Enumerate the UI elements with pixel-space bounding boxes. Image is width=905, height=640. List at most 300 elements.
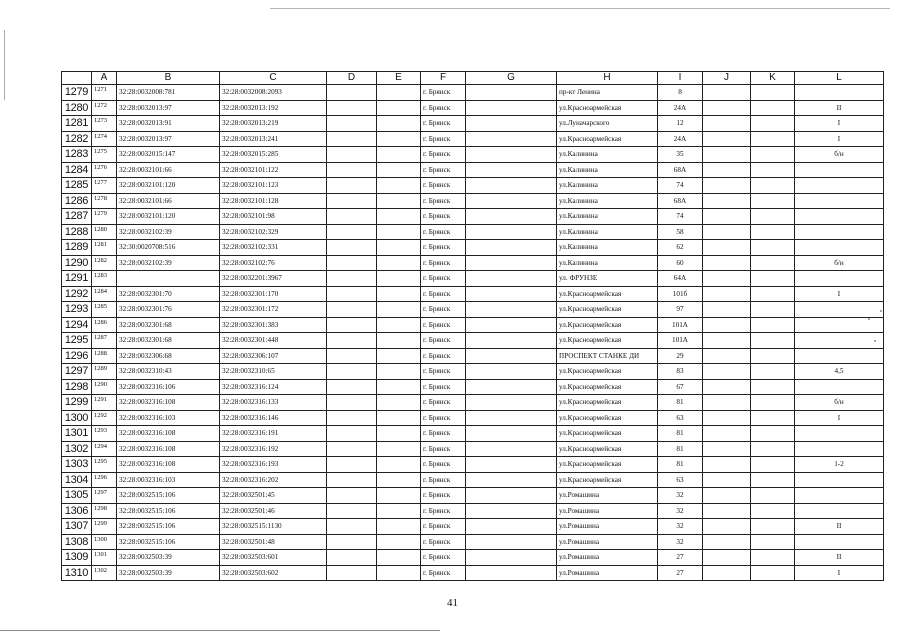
row-number: 1305	[62, 488, 92, 504]
cell-d	[327, 426, 377, 442]
cell-b: 32:28:0032316:103	[117, 410, 220, 426]
cell-f: г. Брянск	[421, 503, 466, 519]
cell-g	[466, 286, 557, 302]
row-number: 1301	[62, 426, 92, 442]
cell-e	[377, 379, 421, 395]
cell-f: г. Брянск	[421, 317, 466, 333]
cell-k	[751, 519, 795, 535]
cell-f: г. Брянск	[421, 441, 466, 457]
table-row	[62, 441, 884, 457]
cell-e	[377, 519, 421, 535]
cell-a: 1282	[92, 255, 117, 271]
cell-f: г. Брянск	[421, 116, 466, 132]
cell-d	[327, 116, 377, 132]
cell-a: 1289	[92, 364, 117, 380]
row-number: 1283	[62, 147, 92, 163]
table-row	[62, 565, 884, 581]
cell-h: ул.Калинина	[557, 193, 658, 209]
cell-d	[327, 147, 377, 163]
cell-i: 32	[658, 488, 703, 504]
row-number: 1304	[62, 472, 92, 488]
table-row	[62, 472, 884, 488]
cell-j	[703, 131, 751, 147]
cell-i: 58	[658, 224, 703, 240]
cell-j	[703, 426, 751, 442]
table-row	[62, 534, 884, 550]
table-row	[62, 457, 884, 473]
cell-j	[703, 240, 751, 256]
cell-k	[751, 441, 795, 457]
cell-a: 1271	[92, 85, 117, 101]
cell-c: 32:28:0032316:202	[220, 472, 327, 488]
cell-l: I	[795, 131, 884, 147]
row-number: 1303	[62, 457, 92, 473]
cell-l	[795, 534, 884, 550]
row-number: 1281	[62, 116, 92, 132]
cell-k	[751, 379, 795, 395]
cell-g	[466, 147, 557, 163]
row-number: 1292	[62, 286, 92, 302]
cell-f: г. Брянск	[421, 85, 466, 101]
cell-i: 64А	[658, 271, 703, 287]
cell-a: 1297	[92, 488, 117, 504]
cell-c: 32:28:0032501:48	[220, 534, 327, 550]
cell-b: 32:28:0032316:108	[117, 426, 220, 442]
cell-e	[377, 317, 421, 333]
row-number: 1293	[62, 302, 92, 318]
row-number: 1310	[62, 565, 92, 581]
cell-b	[117, 271, 220, 287]
cell-k	[751, 348, 795, 364]
cell-a: 1302	[92, 565, 117, 581]
cell-j	[703, 209, 751, 225]
cell-k	[751, 178, 795, 194]
table-body	[62, 85, 884, 581]
cell-g	[466, 131, 557, 147]
cell-c: 32:28:0032015:285	[220, 147, 327, 163]
cell-i: 35	[658, 147, 703, 163]
cell-e	[377, 255, 421, 271]
cell-l	[795, 379, 884, 395]
cell-g	[466, 193, 557, 209]
cell-e	[377, 503, 421, 519]
cell-k	[751, 162, 795, 178]
cell-e	[377, 550, 421, 566]
cell-b: 32:28:0032301:68	[117, 317, 220, 333]
row-number: 1295	[62, 333, 92, 349]
column-header: I	[658, 72, 703, 85]
cell-g	[466, 178, 557, 194]
table-row	[62, 131, 884, 147]
cell-b: 32:28:0032013:97	[117, 131, 220, 147]
cell-h: ул.Ромашина	[557, 550, 658, 566]
table-row	[62, 317, 884, 333]
cell-e	[377, 240, 421, 256]
table-row	[62, 348, 884, 364]
cell-e	[377, 193, 421, 209]
cell-i: 81	[658, 441, 703, 457]
cell-j	[703, 472, 751, 488]
cell-d	[327, 131, 377, 147]
cell-l	[795, 503, 884, 519]
cell-h: ул.Луначарского	[557, 116, 658, 132]
cell-i: 27	[658, 550, 703, 566]
table-row	[62, 333, 884, 349]
cell-i: 101б	[658, 286, 703, 302]
cell-g	[466, 348, 557, 364]
cell-b: 32:30:0020708:516	[117, 240, 220, 256]
cell-i: 62	[658, 240, 703, 256]
cell-e	[377, 488, 421, 504]
cell-c: 32:28:0032501:46	[220, 503, 327, 519]
cell-i: 32	[658, 519, 703, 535]
cell-h: ул.Калинина	[557, 255, 658, 271]
cell-e	[377, 410, 421, 426]
cell-d	[327, 85, 377, 101]
cell-j	[703, 395, 751, 411]
row-number: 1291	[62, 271, 92, 287]
cell-i: 101А	[658, 333, 703, 349]
cell-c: 32:28:0032503:602	[220, 565, 327, 581]
cell-a: 1279	[92, 209, 117, 225]
cell-l	[795, 240, 884, 256]
cell-h: ул.Красноармейская	[557, 410, 658, 426]
cell-e	[377, 271, 421, 287]
cell-d	[327, 457, 377, 473]
cell-e	[377, 441, 421, 457]
cell-c: 32:28:0032306:107	[220, 348, 327, 364]
cell-j	[703, 410, 751, 426]
cell-l	[795, 85, 884, 101]
table-row	[62, 488, 884, 504]
column-header: J	[703, 72, 751, 85]
cell-a: 1278	[92, 193, 117, 209]
row-number: 1296	[62, 348, 92, 364]
cell-k	[751, 286, 795, 302]
cell-b: 32:28:0032301:68	[117, 333, 220, 349]
cell-k	[751, 131, 795, 147]
cell-e	[377, 209, 421, 225]
cell-a: 1280	[92, 224, 117, 240]
cell-b: 32:28:0032316:108	[117, 395, 220, 411]
row-number: 1294	[62, 317, 92, 333]
cell-f: г. Брянск	[421, 240, 466, 256]
cell-a: 1299	[92, 519, 117, 535]
column-header: B	[117, 72, 220, 85]
table-row	[62, 193, 884, 209]
cell-b: 32:28:0032301:70	[117, 286, 220, 302]
cell-j	[703, 519, 751, 535]
cell-a: 1273	[92, 116, 117, 132]
cell-h: ул.Калинина	[557, 240, 658, 256]
cell-f: г. Брянск	[421, 565, 466, 581]
cell-c: 32:28:0032316:192	[220, 441, 327, 457]
row-number: 1280	[62, 100, 92, 116]
cell-k	[751, 333, 795, 349]
cell-l	[795, 302, 884, 318]
cell-h: ул.Ромашина	[557, 519, 658, 535]
row-number: 1300	[62, 410, 92, 426]
table-row	[62, 100, 884, 116]
cell-j	[703, 364, 751, 380]
cell-i: 32	[658, 534, 703, 550]
cell-a: 1295	[92, 457, 117, 473]
cell-a: 1272	[92, 100, 117, 116]
cell-k	[751, 550, 795, 566]
cell-a: 1290	[92, 379, 117, 395]
cell-d	[327, 162, 377, 178]
cell-h: ул.Красноармейская	[557, 395, 658, 411]
cell-g	[466, 85, 557, 101]
cell-a: 1284	[92, 286, 117, 302]
cell-l: б/н	[795, 147, 884, 163]
column-header: L	[795, 72, 884, 85]
cell-h: ул.Красноармейская	[557, 457, 658, 473]
cell-j	[703, 550, 751, 566]
cell-d	[327, 271, 377, 287]
cell-k	[751, 302, 795, 318]
cell-c: 32:28:0032102:76	[220, 255, 327, 271]
cell-a: 1291	[92, 395, 117, 411]
table-row	[62, 162, 884, 178]
cell-g	[466, 426, 557, 442]
cell-f: г. Брянск	[421, 162, 466, 178]
cell-c: 32:28:0032101:98	[220, 209, 327, 225]
cell-f: г. Брянск	[421, 364, 466, 380]
cell-c: 32:28:0032316:133	[220, 395, 327, 411]
cell-g	[466, 209, 557, 225]
cell-a: 1293	[92, 426, 117, 442]
cell-b: 32:28:0032013:91	[117, 116, 220, 132]
cell-f: г. Брянск	[421, 550, 466, 566]
row-number: 1307	[62, 519, 92, 535]
cell-g	[466, 379, 557, 395]
cell-j	[703, 193, 751, 209]
cell-h: ул.Калинина	[557, 147, 658, 163]
cell-i: 63	[658, 410, 703, 426]
cell-i: 67	[658, 379, 703, 395]
cell-c: 32:28:0032301:448	[220, 333, 327, 349]
cell-l: II	[795, 519, 884, 535]
cell-b: 32:28:0032101:120	[117, 178, 220, 194]
cell-f: г. Брянск	[421, 178, 466, 194]
row-number: 1286	[62, 193, 92, 209]
cell-k	[751, 85, 795, 101]
cell-h: ул. ФРУНЗЕ	[557, 271, 658, 287]
cell-g	[466, 162, 557, 178]
cell-l	[795, 162, 884, 178]
row-number: 1290	[62, 255, 92, 271]
table-row	[62, 395, 884, 411]
cell-d	[327, 286, 377, 302]
cell-j	[703, 162, 751, 178]
cell-a: 1301	[92, 550, 117, 566]
cell-g	[466, 224, 557, 240]
corner-cell	[62, 72, 92, 85]
cell-c: 32:28:0032301:172	[220, 302, 327, 318]
cell-e	[377, 348, 421, 364]
cell-e	[377, 116, 421, 132]
cell-l	[795, 193, 884, 209]
cell-l: I	[795, 410, 884, 426]
cell-b: 32:28:0032515:106	[117, 503, 220, 519]
cell-j	[703, 85, 751, 101]
cell-l: I	[795, 565, 884, 581]
cell-k	[751, 534, 795, 550]
cell-g	[466, 410, 557, 426]
column-header: H	[557, 72, 658, 85]
cell-i: 68А	[658, 193, 703, 209]
table-row	[62, 519, 884, 535]
cell-l	[795, 333, 884, 349]
cell-f: г. Брянск	[421, 286, 466, 302]
cell-h: ул.Красноармейская	[557, 364, 658, 380]
cell-k	[751, 147, 795, 163]
cell-b: 32:28:0032013:97	[117, 100, 220, 116]
cell-e	[377, 147, 421, 163]
cell-l	[795, 317, 884, 333]
cell-j	[703, 100, 751, 116]
cell-i: 81	[658, 457, 703, 473]
cell-l	[795, 426, 884, 442]
cell-k	[751, 426, 795, 442]
cell-d	[327, 333, 377, 349]
cell-a: 1292	[92, 410, 117, 426]
cell-l: б/н	[795, 255, 884, 271]
cell-j	[703, 302, 751, 318]
cell-e	[377, 162, 421, 178]
cell-i: 81	[658, 395, 703, 411]
cell-j	[703, 441, 751, 457]
cell-h: ул.Красноармейская	[557, 472, 658, 488]
cell-i: 24А	[658, 100, 703, 116]
cell-c: 32:28:0032201:3967	[220, 271, 327, 287]
table-row	[62, 209, 884, 225]
cell-h: ПРОСПЕКТ СТАНКЕ ДИ	[557, 348, 658, 364]
cell-b: 32:28:0032316:108	[117, 457, 220, 473]
cell-l: I	[795, 116, 884, 132]
cell-h: ул.Калинина	[557, 162, 658, 178]
cell-h: ул.Калинина	[557, 209, 658, 225]
column-header: G	[466, 72, 557, 85]
cell-k	[751, 193, 795, 209]
cell-i: 8	[658, 85, 703, 101]
cell-d	[327, 255, 377, 271]
cell-e	[377, 302, 421, 318]
cell-k	[751, 488, 795, 504]
cell-d	[327, 503, 377, 519]
cell-c: 32:28:0032101:123	[220, 178, 327, 194]
cell-f: г. Брянск	[421, 472, 466, 488]
table-row	[62, 240, 884, 256]
cell-c: 32:28:0032101:122	[220, 162, 327, 178]
scan-artifact-left-mark	[4, 30, 5, 100]
cell-c: 32:28:0032102:331	[220, 240, 327, 256]
cell-d	[327, 441, 377, 457]
cell-h: ул.Красноармейская	[557, 426, 658, 442]
cell-h: ул.Калинина	[557, 178, 658, 194]
cell-h: ул.Красноармейская	[557, 317, 658, 333]
cell-b: 32:28:0032515:106	[117, 519, 220, 535]
table-row	[62, 116, 884, 132]
cell-h: ул.Красноармейская	[557, 302, 658, 318]
cell-a: 1275	[92, 147, 117, 163]
cell-g	[466, 255, 557, 271]
cell-h: ул.Красноармейская	[557, 100, 658, 116]
cell-a: 1294	[92, 441, 117, 457]
cell-g	[466, 503, 557, 519]
cell-k	[751, 503, 795, 519]
cell-e	[377, 178, 421, 194]
cell-b: 32:28:0032102:39	[117, 224, 220, 240]
cell-k	[751, 224, 795, 240]
cell-b: 32:28:0032316:106	[117, 379, 220, 395]
cell-g	[466, 317, 557, 333]
cell-d	[327, 488, 377, 504]
column-header: F	[421, 72, 466, 85]
cell-f: г. Брянск	[421, 348, 466, 364]
table-row	[62, 286, 884, 302]
cell-j	[703, 147, 751, 163]
cell-e	[377, 472, 421, 488]
cell-f: г. Брянск	[421, 488, 466, 504]
table-row	[62, 224, 884, 240]
cell-d	[327, 519, 377, 535]
cell-k	[751, 255, 795, 271]
row-number: 1298	[62, 379, 92, 395]
table-row	[62, 550, 884, 566]
cell-d	[327, 302, 377, 318]
cell-i: 24А	[658, 131, 703, 147]
cell-k	[751, 240, 795, 256]
cell-l: 4,5	[795, 364, 884, 380]
cell-d	[327, 550, 377, 566]
cell-c: 32:28:0032008:2093	[220, 85, 327, 101]
row-number: 1289	[62, 240, 92, 256]
cell-k	[751, 410, 795, 426]
cell-h: ул.Ромашина	[557, 488, 658, 504]
cell-a: 1285	[92, 302, 117, 318]
cell-k	[751, 472, 795, 488]
cell-g	[466, 333, 557, 349]
cell-d	[327, 364, 377, 380]
cell-a: 1274	[92, 131, 117, 147]
cell-f: г. Брянск	[421, 271, 466, 287]
table-row	[62, 503, 884, 519]
cell-e	[377, 534, 421, 550]
cell-c: 32:28:0032316:146	[220, 410, 327, 426]
cell-d	[327, 224, 377, 240]
cell-e	[377, 333, 421, 349]
cell-j	[703, 488, 751, 504]
cell-f: г. Брянск	[421, 147, 466, 163]
cell-i: 83	[658, 364, 703, 380]
cell-d	[327, 565, 377, 581]
cell-c: 32:28:0032316:193	[220, 457, 327, 473]
cell-l	[795, 472, 884, 488]
cell-l: 1-2	[795, 457, 884, 473]
cell-b: 32:28:0032101:120	[117, 209, 220, 225]
cell-i: 74	[658, 209, 703, 225]
row-number: 1299	[62, 395, 92, 411]
cell-b: 32:28:0032008:781	[117, 85, 220, 101]
cell-f: г. Брянск	[421, 410, 466, 426]
cell-d	[327, 193, 377, 209]
cell-k	[751, 457, 795, 473]
row-number: 1279	[62, 85, 92, 101]
cell-f: г. Брянск	[421, 457, 466, 473]
cell-l: I	[795, 286, 884, 302]
